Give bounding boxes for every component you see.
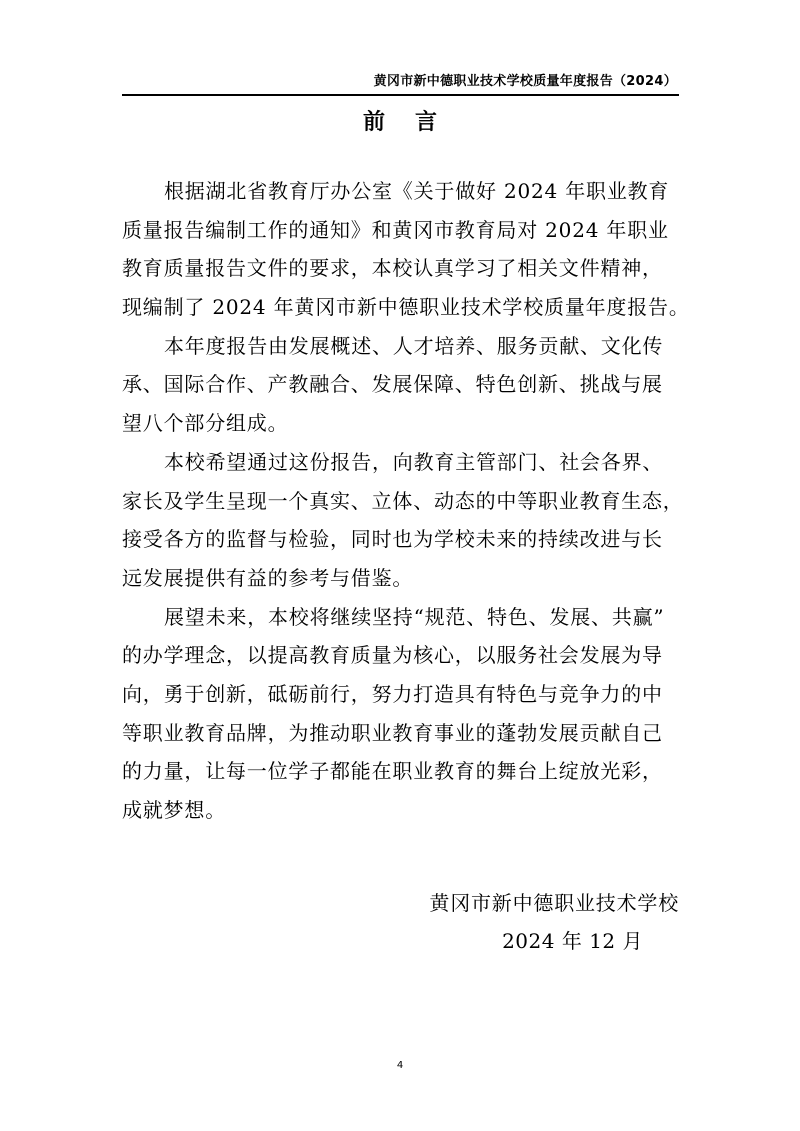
paragraph-line: 展望未来，本校将继续坚持“规范、特色、发展、共赢” (164, 604, 665, 629)
paragraph-line: 本年度报告由发展概述、人才培养、服务贡献、文化传 (164, 333, 664, 358)
paragraph-line: 接受各方的监督与检验，同时也为学校未来的持续改进与长 (122, 527, 663, 552)
paragraph-3 (122, 443, 682, 598)
paragraph-line: 本校希望通过这份报告，向教育主管部门、社会各界、 (164, 449, 664, 474)
paragraph-line: 等职业教育品牌，为推动职业教育事业的蓬勃发展贡献自己 (122, 720, 663, 745)
paragraph-4 (122, 598, 682, 830)
paragraph-line: 家长及学生呈现一个真实、立体、动态的中等职业教育生态， (122, 488, 684, 513)
paragraph-line: 望八个部分组成。 (122, 411, 289, 436)
paragraph-line: 向，勇于创新，砥砺前行，努力打造具有特色与竞争力的中 (122, 681, 663, 706)
paragraph-line: 质量报告编制工作的通知》和黄冈市教育局对 2024 年职业 (122, 217, 669, 242)
paragraph-line: 的办学理念，以提高教育质量为核心，以服务社会发展为导 (122, 643, 663, 668)
page-title: 前言 (362, 110, 467, 135)
signature-block (429, 884, 679, 960)
paragraph-line: 教育质量报告文件的要求，本校认真学习了相关文件精神， (122, 256, 663, 281)
signature-school: 黄冈市新中德职业技术学校 (429, 891, 679, 915)
paragraph-line: 远发展提供有益的参考与借鉴。 (122, 565, 414, 590)
signature-date: 2024 年 12 月 (502, 929, 643, 953)
page-number: 4 (396, 1060, 404, 1071)
body-text (122, 172, 690, 830)
paragraph-line: 成就梦想。 (122, 798, 226, 822)
paragraph-line: 根据湖北省教育厅办公室《关于做好 2024 年职业教育 (164, 179, 670, 203)
header-title: 黄冈市新中德职业技术学校质量年度报告（2024） (373, 74, 677, 89)
paragraph-1 (122, 172, 690, 327)
paragraph-line: 的力量，让每一位学子都能在职业教育的舞台上绽放光彩， (122, 759, 663, 784)
running-header (122, 66, 679, 96)
paragraph-line: 承、国际合作、产教融合、发展保障、特色创新、挑战与展 (122, 372, 663, 397)
paragraph-line: 现编制了 2024 年黄冈市新中德职业技术学校质量年度报告。 (122, 295, 690, 320)
paragraph-2 (122, 327, 682, 443)
